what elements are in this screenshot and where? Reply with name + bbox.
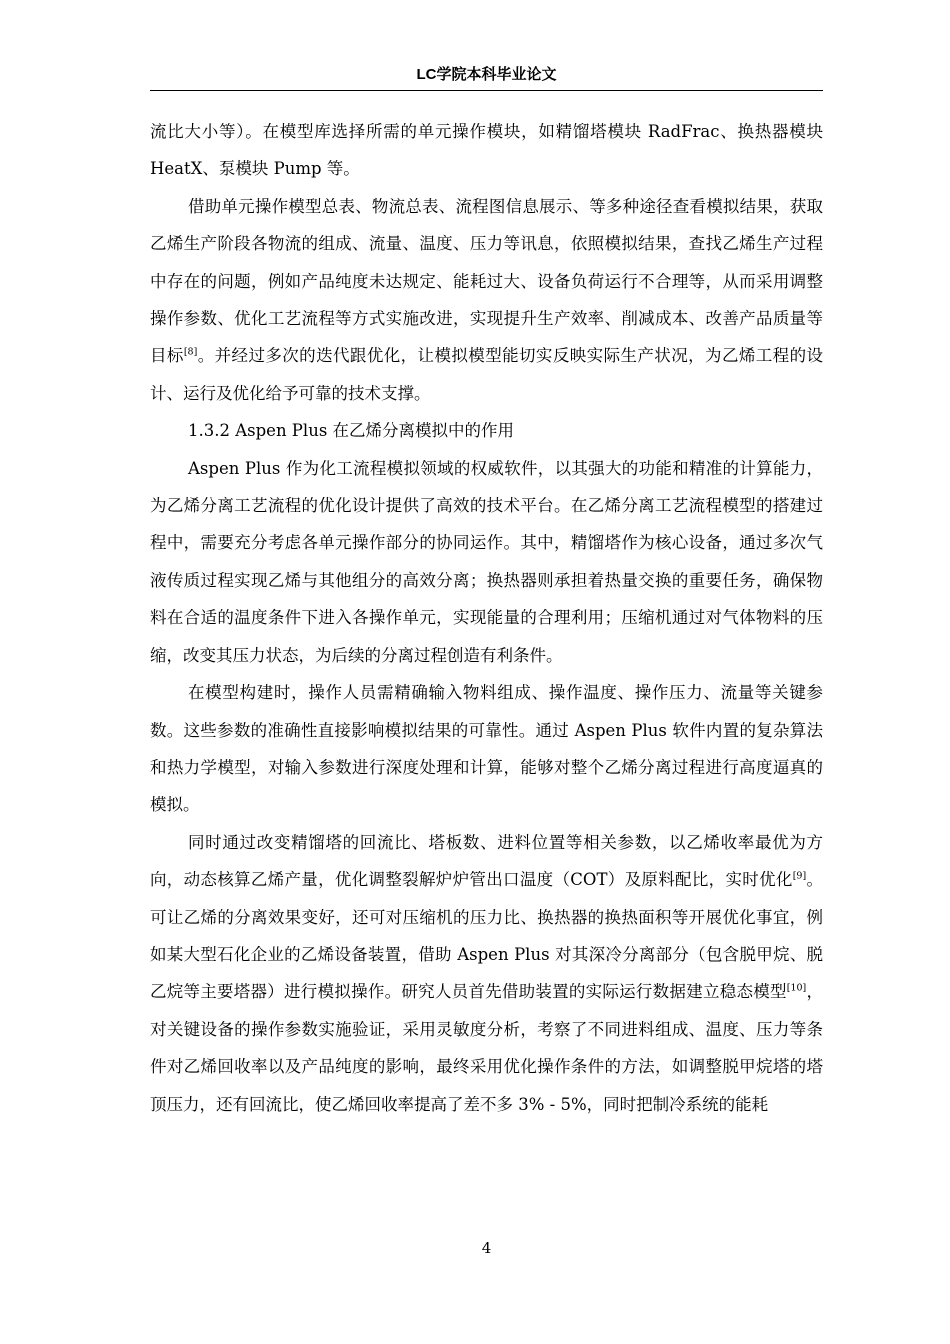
paragraph-2 xyxy=(150,188,823,412)
citation-9: [9] xyxy=(792,870,807,882)
citation-10: [10] xyxy=(786,982,807,994)
paragraph-2-text-cont: 。并经过多次的迭代跟优化，让模拟模型能切实反映实际生产状况，为乙烯工程的设计、运行及优化给予可靠的技术支撑。 xyxy=(150,346,824,403)
paragraph-1-text: 流比大小等）。在模型库选择所需的单元操作模块，如精馏塔模块 RadFrac、换热器模块 HeatX、泵模块 Pump 等。 xyxy=(150,122,823,179)
paragraph-5-text: 同时通过改变精馏塔的回流比、塔板数、进料位置等相关参数，以乙烯收率最优为方向，动态核算乙烯产量，优化调整裂解炉炉管出口温度（COT）及原料配比，实时优化 xyxy=(150,832,823,890)
paragraph-5-text-cont: 。可让乙烯的分离效果变好，还可对压缩机的压力比、换热器的换热面积等开展优化事宜，例如某大型石化企业的乙烯设备装置，借助 Aspen Plus 对其深冷分离部分（包含脱甲烷、脱乙烷等主要塔器）进行模拟操作。研究人员首先借助装置的实际运行数据建立稳态模型 xyxy=(150,870,823,1002)
section-heading-1-3-2 xyxy=(150,412,823,449)
citation-8: [8] xyxy=(183,346,198,358)
paragraph-3-text: Aspen Plus 作为化工流程模拟领域的权威软件，以其强大的功能和精准的计算能力，为乙烯分离工艺流程的优化设计提供了高效的技术平台。在乙烯分离工艺流程模型的搭建过程中，需要充分考虑各单元操作部分的协同运作。其中，精馏塔作为核心设备，通过多次气液传质过程实现乙烯与其他组分的高效分离；换热器则承担着热量交换的重要任务，确保物料在合适的温度条件下进入各操作单元，实现能量的合理利用；压缩机通过对气体物料的压缩，改变其压力状态，为后续的分离过程创造有利条件。 xyxy=(150,458,823,665)
paragraph-1 xyxy=(150,113,823,188)
paragraph-3 xyxy=(150,450,823,674)
running-header-title: LC学院本科毕业论文 xyxy=(416,66,557,83)
paragraph-4 xyxy=(150,674,823,824)
paragraph-5 xyxy=(150,824,823,1123)
paragraph-4-text: 在模型构建时，操作人员需精确输入物料组成、操作温度、操作压力、流量等关键参数。这些参数的准确性直接影响模拟结果的可靠性。通过 Aspen Plus 软件内置的复杂算法和热力学模型，对输入参数进行深度处理和计算，能够对整个乙烯分离过程进行高度逼真的模拟。 xyxy=(150,683,823,815)
header-rule xyxy=(150,90,823,91)
section-heading-text: 1.3.2 Aspen Plus 在乙烯分离模拟中的作用 xyxy=(188,421,515,441)
body-text xyxy=(150,113,823,1123)
paragraph-5-text-cont2: ，对关键设备的操作参数实施验证，采用灵敏度分析，考察了不同进料组成、温度、压力等条件对乙烯回收率以及产品纯度的影响，最终采用优化操作条件的方法，如调整脱甲烷塔的塔顶压力，还有回流比，使乙烯回收率提高了差不多 3% - 5%，同时把制冷系统的能耗 xyxy=(150,982,824,1114)
paragraph-2-text: 借助单元操作模型总表、物流总表、流程图信息展示、等多种途径查看模拟结果，获取乙烯生产阶段各物流的组成、流量、温度、压力等讯息，依照模拟结果，查找乙烯生产过程中存在的问题，例如产品纯度未达规定、能耗过大、设备负荷运行不合理等，从而采用调整操作参数、优化工艺流程等方式实施改进，实现提升生产效率、削减成本、改善产品质量等目标 xyxy=(150,196,823,366)
page-number: 4 xyxy=(481,1239,492,1257)
